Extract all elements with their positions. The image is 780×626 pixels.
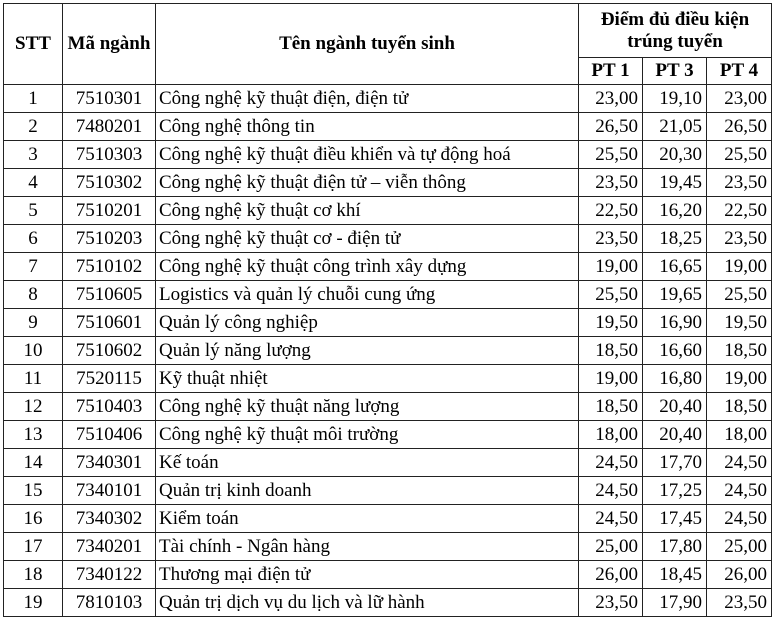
header-pt1: PT 1 [579, 58, 643, 85]
row-pt1: 18,50 [579, 337, 643, 365]
row-pt3: 19,10 [643, 85, 707, 113]
row-pt1: 26,50 [579, 113, 643, 141]
table-row [4, 477, 772, 505]
row-pt1: 23,00 [579, 85, 643, 113]
row-pt3: 17,25 [643, 477, 707, 505]
row-pt1: 25,50 [579, 141, 643, 169]
row-code: 7510601 [63, 309, 156, 337]
row-name: Công nghệ kỹ thuật môi trường [156, 421, 579, 449]
table-row [4, 505, 772, 533]
header-stt: STT [4, 4, 63, 85]
row-stt: 5 [4, 197, 63, 225]
row-name: Kế toán [156, 449, 579, 477]
table-row [4, 309, 772, 337]
row-stt: 11 [4, 365, 63, 393]
row-pt1: 25,50 [579, 281, 643, 309]
row-pt1: 19,00 [579, 253, 643, 281]
row-name: Quản trị kinh doanh [156, 477, 579, 505]
row-pt4: 19,50 [707, 309, 772, 337]
row-pt4: 22,50 [707, 197, 772, 225]
row-pt4: 19,00 [707, 253, 772, 281]
row-name: Logistics và quản lý chuỗi cung ứng [156, 281, 579, 309]
row-stt: 9 [4, 309, 63, 337]
row-stt: 14 [4, 449, 63, 477]
admission-scores-table [3, 3, 772, 617]
row-pt4: 23,00 [707, 85, 772, 113]
table-row [4, 253, 772, 281]
row-pt3: 16,65 [643, 253, 707, 281]
row-name: Công nghệ kỹ thuật điều khiển và tự động hoá [156, 141, 579, 169]
row-pt3: 16,80 [643, 365, 707, 393]
row-stt: 17 [4, 533, 63, 561]
row-name: Công nghệ kỹ thuật năng lượng [156, 393, 579, 421]
table-row [4, 225, 772, 253]
row-pt1: 19,00 [579, 365, 643, 393]
row-pt4: 23,50 [707, 169, 772, 197]
table-row [4, 421, 772, 449]
row-pt1: 23,50 [579, 225, 643, 253]
row-pt4: 25,50 [707, 281, 772, 309]
row-pt3: 18,25 [643, 225, 707, 253]
header-pt4: PT 4 [707, 58, 772, 85]
row-code: 7340101 [63, 477, 156, 505]
row-stt: 19 [4, 589, 63, 617]
row-pt3: 21,05 [643, 113, 707, 141]
row-name: Tài chính - Ngân hàng [156, 533, 579, 561]
row-name: Công nghệ kỹ thuật cơ - điện tử [156, 225, 579, 253]
row-pt3: 20,40 [643, 421, 707, 449]
table-row [4, 337, 772, 365]
row-pt4: 18,50 [707, 393, 772, 421]
table-row [4, 561, 772, 589]
row-stt: 15 [4, 477, 63, 505]
row-code: 7340122 [63, 561, 156, 589]
row-pt4: 25,00 [707, 533, 772, 561]
row-stt: 16 [4, 505, 63, 533]
table-row [4, 393, 772, 421]
row-name: Thương mại điện tử [156, 561, 579, 589]
row-code: 7340201 [63, 533, 156, 561]
row-pt3: 20,40 [643, 393, 707, 421]
row-pt3: 19,65 [643, 281, 707, 309]
row-pt4: 24,50 [707, 477, 772, 505]
row-stt: 3 [4, 141, 63, 169]
row-pt1: 25,00 [579, 533, 643, 561]
row-stt: 6 [4, 225, 63, 253]
row-pt3: 20,30 [643, 141, 707, 169]
row-code: 7340302 [63, 505, 156, 533]
table-row [4, 197, 772, 225]
row-pt4: 25,50 [707, 141, 772, 169]
row-pt4: 24,50 [707, 505, 772, 533]
row-code: 7510602 [63, 337, 156, 365]
row-pt1: 18,00 [579, 421, 643, 449]
row-pt3: 17,90 [643, 589, 707, 617]
row-stt: 13 [4, 421, 63, 449]
row-pt3: 19,45 [643, 169, 707, 197]
row-name: Kỹ thuật nhiệt [156, 365, 579, 393]
row-pt1: 19,50 [579, 309, 643, 337]
row-pt1: 24,50 [579, 477, 643, 505]
row-pt3: 16,20 [643, 197, 707, 225]
row-code: 7510303 [63, 141, 156, 169]
row-pt3: 17,70 [643, 449, 707, 477]
row-name: Công nghệ kỹ thuật công trình xây dựng [156, 253, 579, 281]
row-code: 7340301 [63, 449, 156, 477]
row-pt4: 24,50 [707, 449, 772, 477]
row-name: Công nghệ kỹ thuật cơ khí [156, 197, 579, 225]
row-stt: 4 [4, 169, 63, 197]
row-name: Công nghệ kỹ thuật điện tử – viễn thông [156, 169, 579, 197]
row-pt4: 23,50 [707, 225, 772, 253]
row-pt3: 16,90 [643, 309, 707, 337]
row-code: 7510102 [63, 253, 156, 281]
row-pt1: 26,00 [579, 561, 643, 589]
row-pt4: 26,00 [707, 561, 772, 589]
header-name: Tên ngành tuyển sinh [156, 4, 579, 85]
row-code: 7510301 [63, 85, 156, 113]
row-pt4: 19,00 [707, 365, 772, 393]
row-stt: 7 [4, 253, 63, 281]
row-pt1: 24,50 [579, 449, 643, 477]
row-pt1: 23,50 [579, 169, 643, 197]
table-row [4, 141, 772, 169]
row-name: Công nghệ thông tin [156, 113, 579, 141]
table-row [4, 113, 772, 141]
row-stt: 12 [4, 393, 63, 421]
row-stt: 2 [4, 113, 63, 141]
row-name: Quản lý công nghiệp [156, 309, 579, 337]
row-code: 7520115 [63, 365, 156, 393]
row-code: 7510203 [63, 225, 156, 253]
row-code: 7510406 [63, 421, 156, 449]
table-row [4, 169, 772, 197]
row-pt1: 18,50 [579, 393, 643, 421]
row-pt1: 22,50 [579, 197, 643, 225]
table-row [4, 365, 772, 393]
row-pt4: 26,50 [707, 113, 772, 141]
row-pt4: 18,50 [707, 337, 772, 365]
row-code: 7810103 [63, 589, 156, 617]
table-row [4, 85, 772, 113]
table-row [4, 449, 772, 477]
row-code: 7480201 [63, 113, 156, 141]
row-pt1: 23,50 [579, 589, 643, 617]
row-pt4: 18,00 [707, 421, 772, 449]
row-code: 7510403 [63, 393, 156, 421]
table-row [4, 533, 772, 561]
row-pt3: 17,45 [643, 505, 707, 533]
row-code: 7510201 [63, 197, 156, 225]
row-name: Công nghệ kỹ thuật điện, điện tử [156, 85, 579, 113]
header-score-group: Điểm đủ điều kiện trúng tuyển [579, 4, 772, 58]
row-stt: 8 [4, 281, 63, 309]
row-stt: 1 [4, 85, 63, 113]
row-pt3: 16,60 [643, 337, 707, 365]
header-pt3: PT 3 [643, 58, 707, 85]
row-pt3: 17,80 [643, 533, 707, 561]
table-row [4, 281, 772, 309]
row-code: 7510605 [63, 281, 156, 309]
row-stt: 10 [4, 337, 63, 365]
row-name: Quản lý năng lượng [156, 337, 579, 365]
row-name: Kiểm toán [156, 505, 579, 533]
row-pt3: 18,45 [643, 561, 707, 589]
row-code: 7510302 [63, 169, 156, 197]
row-pt1: 24,50 [579, 505, 643, 533]
row-name: Quản trị dịch vụ du lịch và lữ hành [156, 589, 579, 617]
header-code: Mã ngành [63, 4, 156, 85]
row-pt4: 23,50 [707, 589, 772, 617]
row-stt: 18 [4, 561, 63, 589]
table-row [4, 589, 772, 617]
